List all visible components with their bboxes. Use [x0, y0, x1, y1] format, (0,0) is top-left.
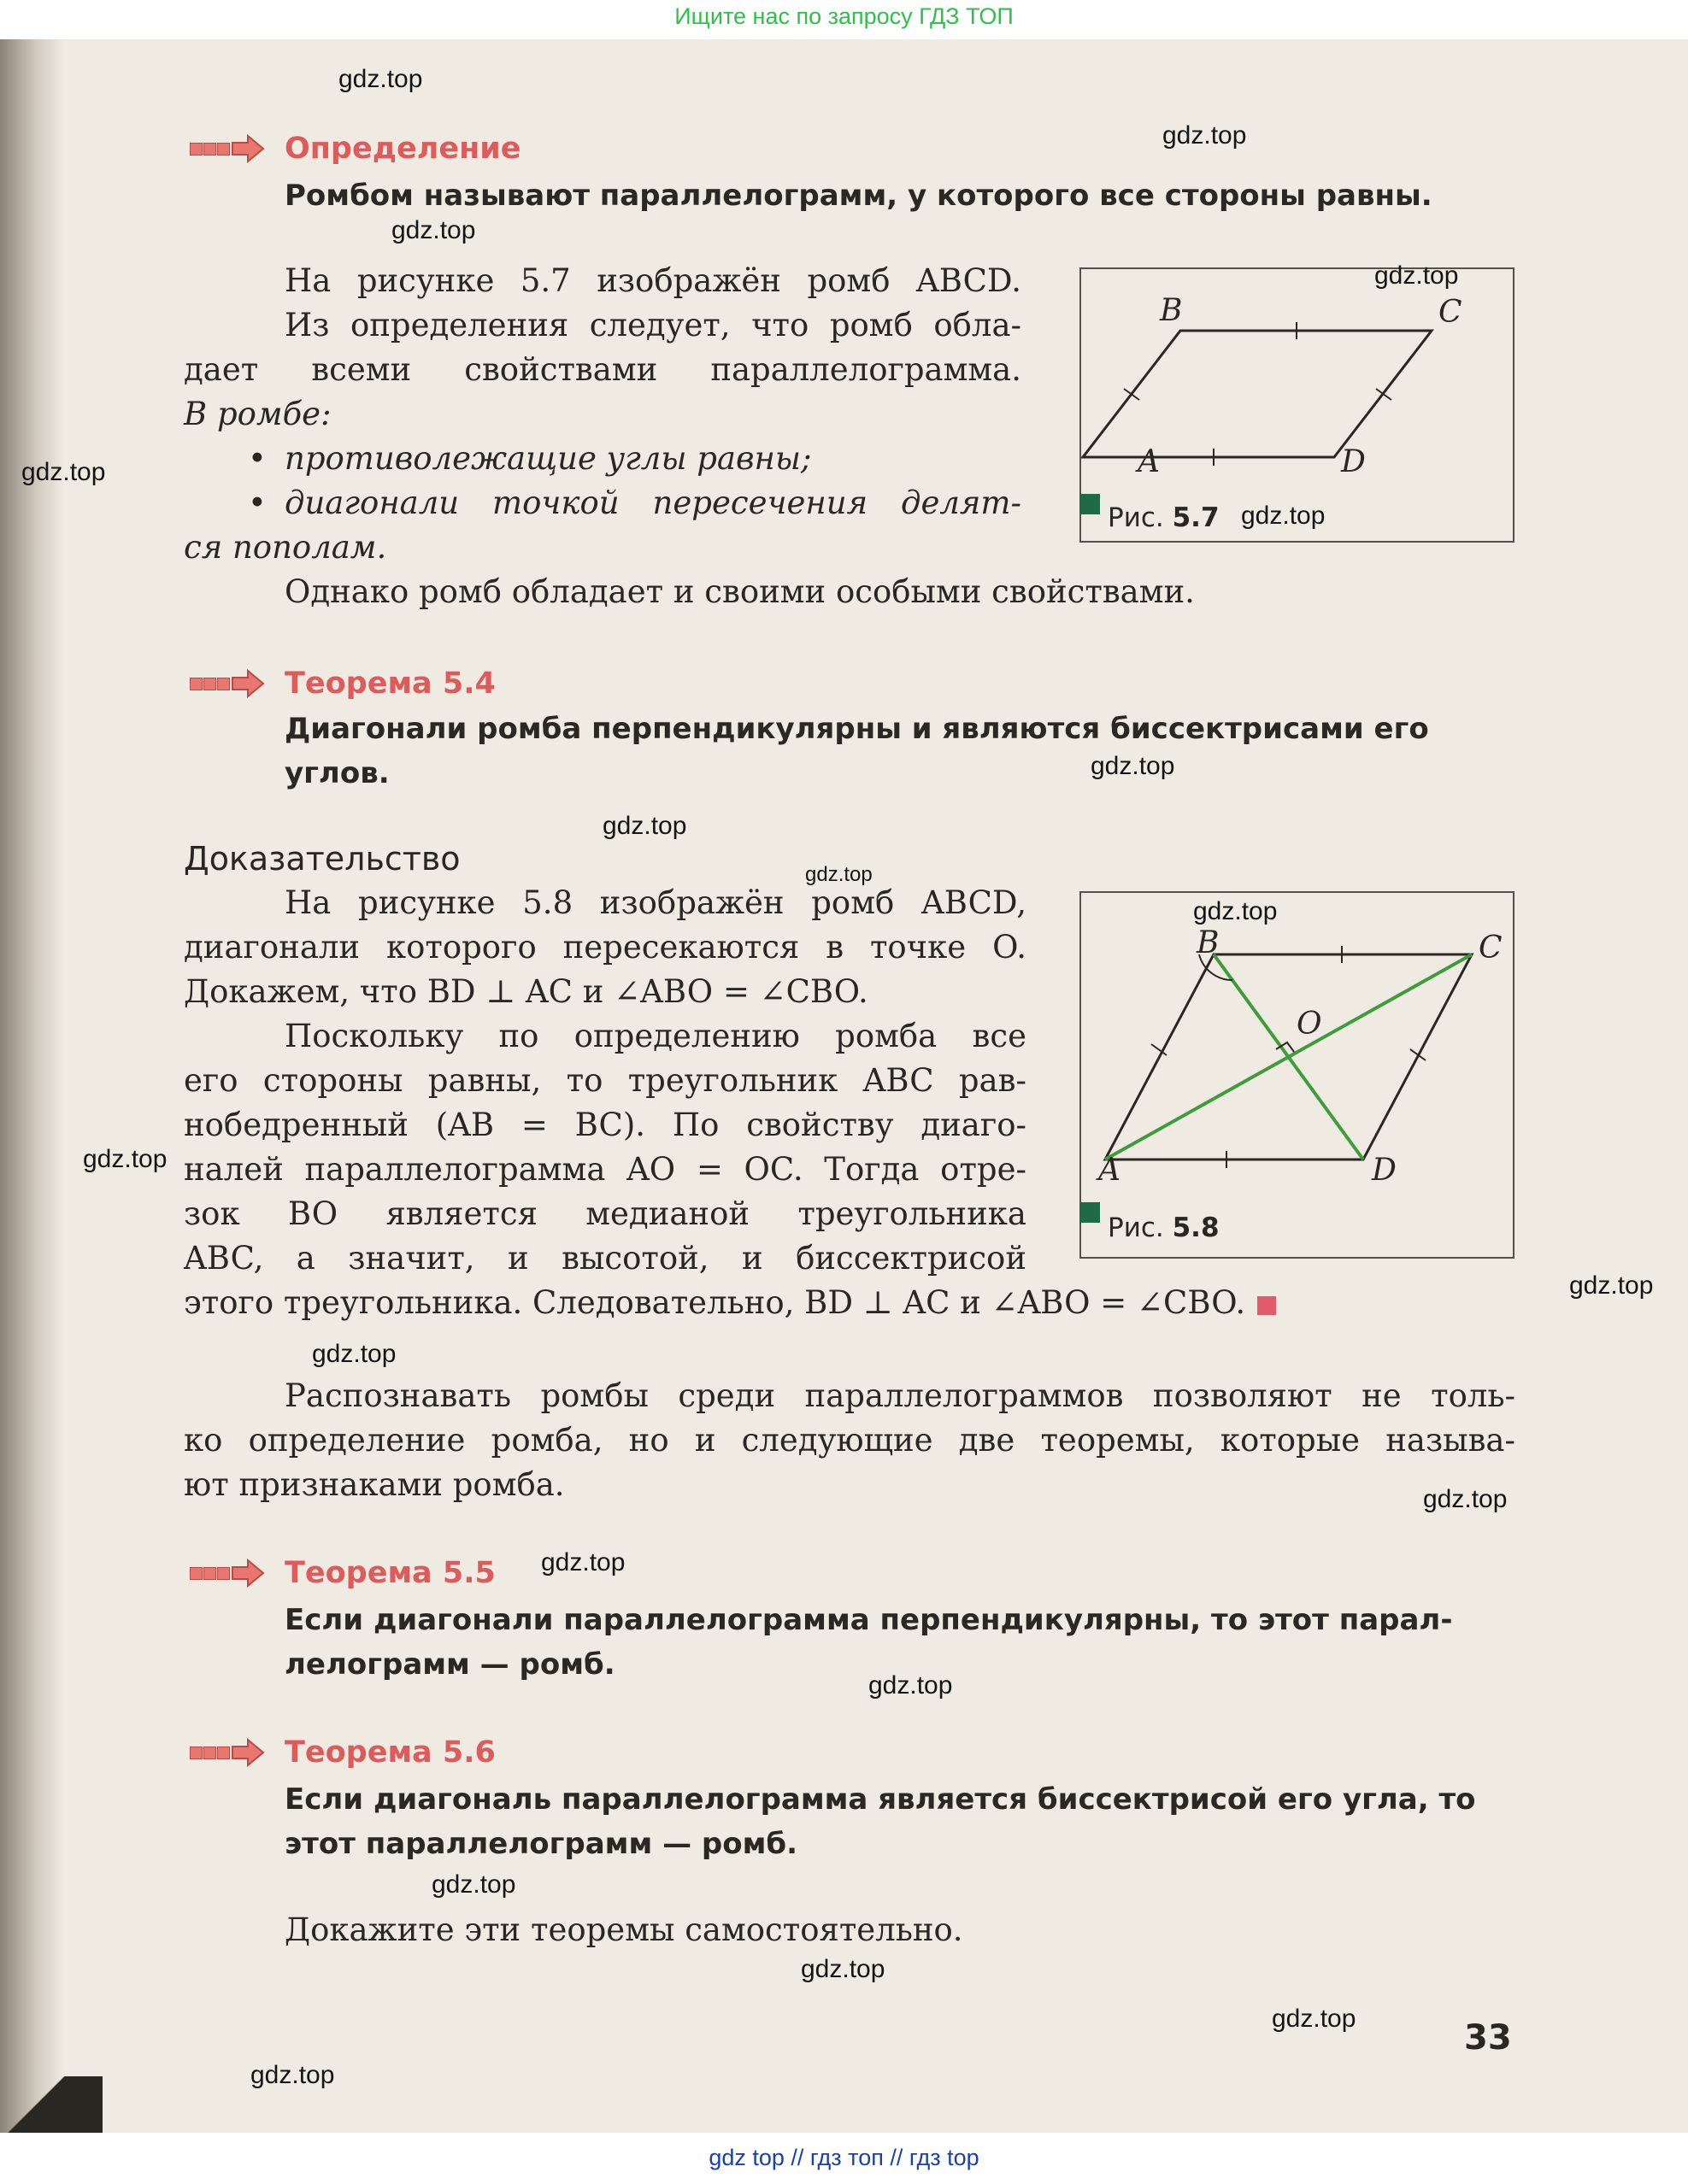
proof-line-1: На рисунке 5.8 изображён ромб ABCD, — [285, 884, 1026, 921]
watermark: gdz.top — [1569, 1271, 1654, 1300]
proof-line-3: Докажем, что BD ⊥ AC и ∠ABO = ∠CBO. — [184, 973, 868, 1010]
page-corner-shadow — [0, 2076, 103, 2133]
fig58-label-c: C — [1479, 931, 1503, 966]
proof-line-4: Поскольку по определению ромба все — [285, 1018, 1026, 1054]
definition-text: Ромбом называют параллелограмм, у которого все стороны равны. — [285, 179, 1432, 213]
bullet-dot-1: • — [248, 440, 267, 477]
theorem-5-4-heading: Теорема 5.4 — [285, 666, 496, 701]
rhombus-diagram-5-7 — [1081, 269, 1513, 541]
fig57-label-b: B — [1160, 293, 1183, 328]
watermark: gdz.top — [801, 1955, 885, 1983]
closing-line: Докажите эти теоремы самостоятельно. — [285, 1911, 963, 1948]
fig58-label-o: O — [1297, 1007, 1322, 1042]
theorem-5-5-marker-icon — [190, 1559, 265, 1589]
proof-line-5: его стороны равны, то треугольник ABC рав- — [184, 1062, 1026, 1099]
theorem-5-4-text: Диагонали ромба перпендикулярны и являются биссектрисами его углов. — [285, 712, 1429, 790]
watermark: gdz.top — [1374, 261, 1459, 290]
watermark: gdz.top — [1423, 1485, 1508, 1513]
end-of-proof-icon — [1257, 1296, 1276, 1315]
signs-line-2: ко определение ромба, но и следующие две теоремы, которые называ- — [184, 1422, 1515, 1459]
watermark: gdz.top — [432, 1870, 516, 1899]
definition-heading: Определение — [285, 132, 521, 166]
watermark: gdz.top — [541, 1548, 626, 1576]
watermark: gdz.top — [1241, 502, 1326, 530]
watermark: gdz.top — [868, 1671, 953, 1700]
fig58-label-b: B — [1197, 925, 1220, 960]
figure-marker-icon — [1079, 1202, 1100, 1223]
definition-marker-icon — [190, 134, 265, 165]
bottom-banner-text: gdz top // гдз топ // гдз top — [709, 2145, 979, 2170]
theorem-5-6-text: Если диагональ параллелограмма является биссектрисой его угла, то этот параллелограмм — ромб. — [285, 1782, 1476, 1861]
intro-line-5: Однако ромб обладает и своими особыми свойствами. — [285, 573, 1195, 610]
intro-line-1: На рисунке 5.7 изображён ромб ABCD. — [285, 262, 1021, 299]
proof-line-2: диагонали которого пересекаются в точке O. — [184, 929, 1026, 966]
intro-bullet-1: противолежащие углы равны; — [285, 440, 812, 477]
page-number: 33 — [1464, 2018, 1512, 2058]
intro-line-3: дает всеми свойствами параллелограмма. — [184, 351, 1021, 388]
bottom-banner — [0, 2133, 1688, 2184]
figure-marker-icon — [1079, 494, 1100, 514]
theorem-5-5-text: Если диагонали параллелограмма перпендикулярны, то этот парал-лелограмм — ромб. — [285, 1603, 1453, 1682]
intro-bullet-2a: диагонали точкой пересечения делят- — [285, 484, 1021, 521]
fig57-label-c: C — [1438, 295, 1462, 330]
proof-line-7: налей параллелограмма AO = OC. Тогда отре- — [184, 1151, 1026, 1188]
figure-5-8-caption: Рис. 5.8 — [1108, 1212, 1220, 1243]
proof-line-6: нобедренный (AB = BC). По свойству диаго- — [184, 1107, 1026, 1143]
intro-line-2: Из определения следует, что ромб обла- — [285, 307, 1021, 343]
intro-line-4: В ромбе: — [184, 396, 332, 432]
watermark: gdz.top — [1193, 897, 1278, 925]
fig57-label-a: A — [1138, 444, 1160, 479]
theorem-5-6-marker-icon — [190, 1738, 265, 1769]
watermark: gdz.top — [1091, 752, 1175, 780]
theorem-5-5-heading: Теорема 5.5 — [285, 1556, 496, 1590]
watermark: gdz.top — [83, 1145, 168, 1173]
watermark: gdz.top — [1272, 2005, 1356, 2033]
figure-5-8 — [1079, 891, 1514, 1259]
proof-line-10: этого треугольника. Следовательно, BD ⊥ AC и ∠ABO = ∠CBO. — [184, 1281, 1276, 1325]
proof-line-9: ABC, а значит, и высотой, и биссектрисой — [184, 1240, 1026, 1277]
figure-5-7-caption: Рис. 5.7 — [1108, 502, 1220, 533]
proof-line-8: зок BO является медианой треугольника — [184, 1195, 1026, 1232]
watermark: gdz.top — [312, 1340, 397, 1368]
signs-line-3: ют признаками ромба. — [184, 1466, 565, 1503]
top-banner-text: Ищите нас по запросу ГДЗ ТОП — [674, 3, 1014, 29]
top-banner — [0, 0, 1688, 39]
rhombus-diagram-5-8 — [1081, 893, 1513, 1257]
book-spine — [0, 39, 64, 2133]
watermark: gdz.top — [391, 216, 476, 244]
watermark: gdz.top — [21, 458, 106, 486]
proof-title: Доказательство — [184, 840, 461, 878]
fig58-label-a: A — [1098, 1153, 1120, 1188]
fig57-label-d: D — [1341, 444, 1366, 479]
watermark: gdz.top — [603, 812, 687, 840]
intro-bullet-2b: ся пополам. — [184, 529, 387, 566]
fig58-label-d: D — [1372, 1153, 1397, 1188]
theorem-5-6-heading: Теорема 5.6 — [285, 1735, 496, 1770]
watermark: gdz.top — [338, 65, 423, 93]
watermark: gdz.top — [250, 2061, 335, 2089]
signs-line-1: Распознавать ромбы среди параллелограммов позволяют не толь- — [285, 1377, 1515, 1414]
theorem-5-4-marker-icon — [190, 669, 265, 700]
watermark: gdz.top — [805, 863, 873, 886]
bullet-dot-2: • — [248, 484, 267, 521]
watermark: gdz.top — [1162, 121, 1247, 150]
